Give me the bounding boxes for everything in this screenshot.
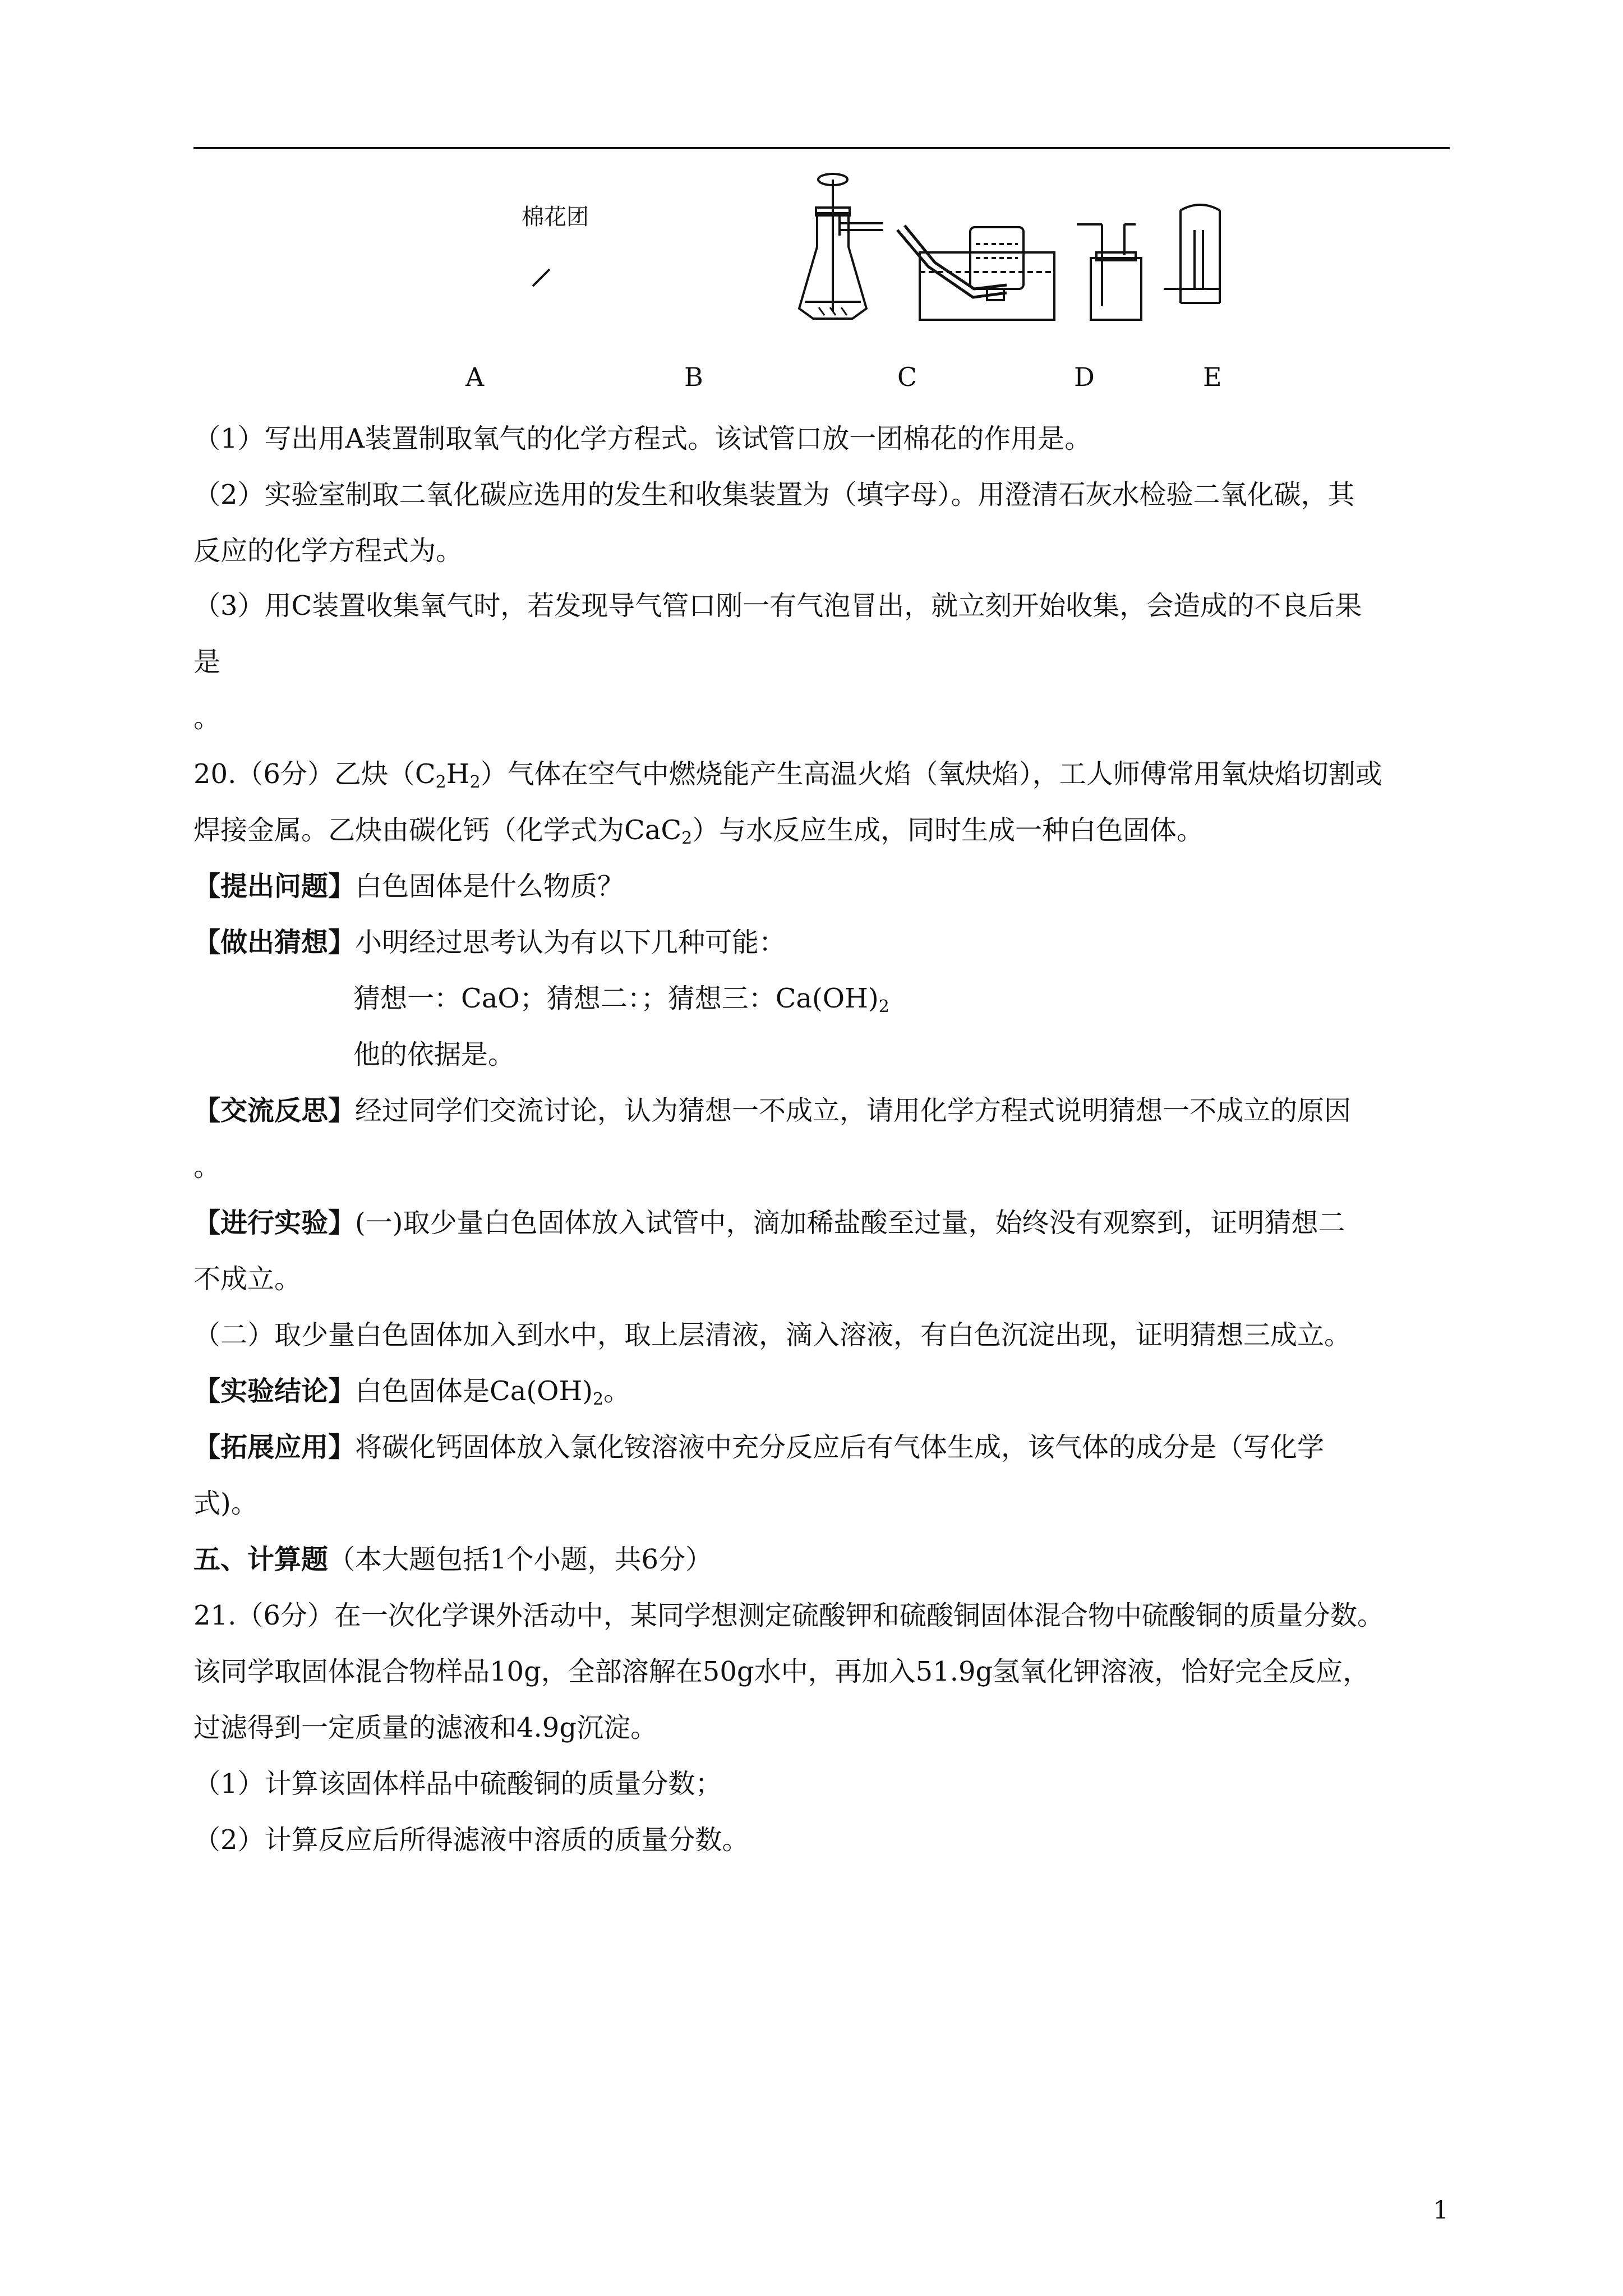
q20-reflect-text: 经过同学们交流讨论，认为猜想一不成立，请用化学方程式说明猜想一不成立的原因 [355, 1095, 1352, 1126]
figure-label-d: D [1074, 362, 1095, 392]
q20-intro1-sub1: 2 [435, 772, 446, 792]
q20-question-text: 白色固体是什么物质？ [355, 871, 625, 902]
q20-exp-tag: 【进行实验】 [193, 1207, 356, 1239]
q20-reflect-end: 。 [193, 1151, 221, 1182]
q20-guess-list-a: 猜想一：CaO；猜想二：；猜想三：Ca(OH) [353, 983, 879, 1014]
figure-label-a: A [465, 362, 485, 392]
apparatus-figure [193, 168, 1450, 409]
q20-concl-a: 白色固体是Ca(OH) [355, 1375, 593, 1407]
q20-reflect [193, 1093, 1351, 1129]
q20-exp-text: (一)取少量白色固体放入试管中，滴加稀盐酸至过量，始终没有观察到，证明猜想二 [355, 1207, 1345, 1239]
q20-experiment [193, 1205, 1345, 1241]
q19-part2-line2: 反应的化学方程式为。 [193, 535, 463, 567]
q19-part3-end: 。 [193, 702, 221, 734]
cotton-label: 棉花团 [522, 204, 589, 230]
q20-guess-list [353, 981, 889, 1016]
q20-guess [193, 924, 786, 960]
apparatus-e [1164, 205, 1220, 303]
q19-part2-line1: （2）实验室制取二氧化碳应选用的发生和收集装置为（填字母）。用澄清石灰水检验二氧化碳，其 [193, 479, 1355, 510]
q20-guess-tag: 【做出猜想】 [193, 927, 356, 958]
q20-question-tag: 【提出问题】 [193, 871, 356, 902]
q20-experiment2: （二）取少量白色固体加入到水中，取上层清液，滴入溶液，有白色沉淀出现，证明猜想三成立。 [193, 1319, 1352, 1351]
section5-note: （本大题包括1个小题，共6分） [328, 1544, 713, 1575]
q20-extension [193, 1429, 1324, 1465]
q20-intro2-a: 焊接金属。乙炔由碳化钙（化学式为CaC [193, 815, 682, 846]
q20-reflect-tag: 【交流反思】 [193, 1095, 356, 1126]
q20-intro1-a: 20.（6分）乙炔（C [193, 758, 436, 790]
q20-ext-tag: 【拓展应用】 [193, 1432, 356, 1463]
apparatus-d [1077, 224, 1141, 320]
q20-experiment-line2: 不成立。 [193, 1263, 302, 1295]
apparatus-drawing [193, 168, 1450, 409]
q20-basis: 他的依据是。 [353, 1039, 515, 1070]
q20-intro2-b: ）与水反应生成，同时生成一种白色固体。 [692, 815, 1204, 846]
q21-part2: （2）计算反应后所得滤液中溶质的质量分数。 [193, 1824, 749, 1856]
header-rule [193, 147, 1450, 149]
q20-question [193, 868, 624, 904]
figure-label-b: B [684, 362, 703, 392]
q20-intro-line2 [193, 812, 1204, 848]
page-number: 1 [1433, 2196, 1449, 2225]
section5-title: 五、计算题 [193, 1544, 329, 1575]
apparatus-c [897, 226, 1054, 320]
q20-conclusion [193, 1373, 630, 1409]
figure-label-e: E [1203, 362, 1222, 392]
q19-part1: （1）写出用A装置制取氧气的化学方程式。该试管口放一团棉花的作用是。 [193, 423, 1092, 454]
q20-guess-list-sub: 2 [878, 997, 889, 1016]
q19-part3-line1: （3）用C装置收集氧气时，若发现导气管口刚一有气泡冒出，就立刻开始收集，会造成的不良后果 [193, 590, 1362, 622]
apparatus-b [799, 174, 883, 319]
figure-label-c: C [897, 362, 917, 392]
q20-intro1-b: H [446, 758, 470, 790]
q20-extension-line2: 式)。 [193, 1488, 258, 1519]
q20-intro-line1 [193, 756, 1382, 792]
q21-line2: 该同学取固体混合物样品10g，全部溶解在50g水中，再加入51.9g氢氧化钾溶液，恰好完全反应， [193, 1656, 1370, 1687]
q20-concl-tag: 【实验结论】 [193, 1375, 356, 1407]
q19-part3-line2: 是 [193, 646, 221, 678]
q20-ext-text: 将碳化钙固体放入氯化铵溶液中充分反应后有气体生成，该气体的成分是（写化学 [355, 1432, 1325, 1463]
q20-intro2-sub: 2 [681, 829, 693, 848]
q20-concl-b: 。 [603, 1375, 631, 1407]
q21-line1: 21.（6分）在一次化学课外活动中，某同学想测定硫酸钾和硫酸铜固体混合物中硫酸铜的质量分数。 [193, 1600, 1384, 1631]
q21-part1: （1）计算该固体样品中硫酸铜的质量分数； [193, 1768, 722, 1800]
q20-intro1-c: ）气体在空气中燃烧能产生高温火焰（氧炔焰），工人师傅常用氧炔焰切割或 [480, 758, 1382, 790]
q20-concl-sub: 2 [593, 1389, 604, 1409]
q20-intro1-sub2: 2 [469, 772, 481, 792]
q21-line3: 过滤得到一定质量的滤液和4.9g沉淀。 [193, 1712, 658, 1743]
q20-guess-text: 小明经过思考认为有以下几种可能： [355, 927, 786, 958]
section5-heading [193, 1542, 712, 1577]
cotton-pointer-line [533, 269, 550, 286]
